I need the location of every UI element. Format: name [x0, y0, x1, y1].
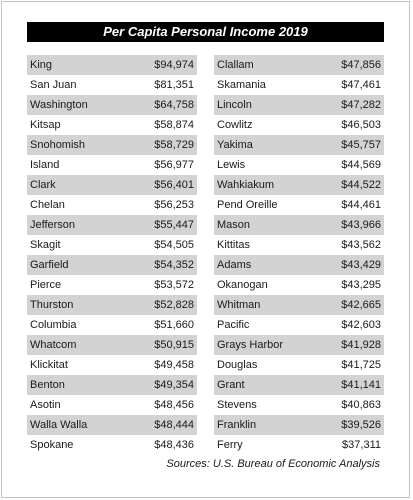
income-value: $47,461 [341, 79, 381, 91]
table-row [27, 215, 197, 235]
table-row [214, 335, 384, 355]
county-name: Asotin [30, 399, 61, 411]
county-name: San Juan [30, 79, 77, 91]
table-row [27, 255, 197, 275]
table-row [214, 175, 384, 195]
county-name: Douglas [217, 359, 258, 371]
table-row [214, 215, 384, 235]
income-value: $52,828 [154, 299, 194, 311]
table-row [214, 375, 384, 395]
table-row [214, 55, 384, 75]
table-row [27, 155, 197, 175]
table-row [214, 75, 384, 95]
county-name: Chelan [30, 199, 65, 211]
county-name: Kitsap [30, 119, 61, 131]
table-row [214, 295, 384, 315]
county-name: Klickitat [30, 359, 68, 371]
income-value: $37,311 [342, 439, 381, 451]
income-value: $44,461 [341, 199, 381, 211]
county-name: Grays Harbor [217, 339, 284, 351]
table-row [27, 235, 197, 255]
county-name: Whitman [217, 299, 261, 311]
table-row [214, 95, 384, 115]
county-name: Mason [217, 219, 251, 231]
income-value: $54,505 [154, 239, 194, 251]
table-row [27, 355, 197, 375]
income-value: $48,456 [154, 399, 194, 411]
county-name: Pierce [30, 279, 62, 291]
source-note: Sources: U.S. Bureau of Economic Analysis [166, 458, 380, 470]
county-name: Wahkiakum [217, 179, 275, 191]
income-value: $46,503 [341, 119, 381, 131]
income-value: $43,562 [341, 239, 381, 251]
table-title: Per Capita Personal Income 2019 [27, 22, 384, 42]
table-row [214, 235, 384, 255]
table-row [214, 275, 384, 295]
table-row [27, 275, 197, 295]
county-name: Ferry [217, 439, 243, 451]
county-name: Pacific [217, 319, 250, 331]
income-value: $44,569 [341, 159, 381, 171]
table-row [214, 355, 384, 375]
county-name: Whatcom [30, 339, 77, 351]
right-column [214, 55, 384, 455]
county-name: Clark [30, 179, 56, 191]
income-value: $48,436 [154, 439, 194, 451]
table-row [214, 195, 384, 215]
income-value: $58,729 [154, 139, 194, 151]
table-row [214, 415, 384, 435]
income-value: $51,660 [154, 319, 194, 331]
income-value: $55,447 [154, 219, 194, 231]
table-row [27, 115, 197, 135]
county-name: Walla Walla [30, 419, 88, 431]
income-value: $56,401 [154, 179, 194, 191]
income-value: $53,572 [154, 279, 194, 291]
county-name: Skagit [30, 239, 61, 251]
county-name: Okanogan [217, 279, 268, 291]
county-name: Thurston [30, 299, 74, 311]
county-name: Kittitas [217, 239, 251, 251]
county-name: Washington [30, 99, 88, 111]
table-row [214, 115, 384, 135]
table-row [27, 335, 197, 355]
table-row [27, 55, 197, 75]
income-value: $49,354 [154, 379, 194, 391]
table-row [214, 135, 384, 155]
county-name: Adams [217, 259, 252, 271]
income-value: $43,966 [341, 219, 381, 231]
county-name: Columbia [30, 319, 77, 331]
table-row [214, 395, 384, 415]
county-name: Skamania [217, 79, 266, 91]
county-name: Pend Oreille [217, 199, 278, 211]
income-value: $44,522 [341, 179, 381, 191]
income-value: $50,915 [154, 339, 194, 351]
county-name: Lewis [217, 159, 246, 171]
income-value: $81,351 [154, 79, 194, 91]
table-row [27, 95, 197, 115]
county-name: Snohomish [30, 139, 86, 151]
income-value: $41,141 [341, 379, 381, 391]
income-value: $94,974 [154, 59, 194, 71]
table-row [27, 295, 197, 315]
table-row [27, 195, 197, 215]
table-row [27, 435, 197, 455]
income-value: $45,757 [341, 139, 381, 151]
table-row [27, 395, 197, 415]
income-value: $48,444 [154, 419, 194, 431]
county-name: Grant [217, 379, 245, 391]
table-row [27, 415, 197, 435]
income-value: $41,725 [341, 359, 381, 371]
income-value: $58,874 [154, 119, 194, 131]
county-name: Benton [30, 379, 65, 391]
county-name: Cowlitz [217, 119, 253, 131]
income-value: $39,526 [341, 419, 381, 431]
income-value: $56,977 [154, 159, 194, 171]
income-value: $43,295 [341, 279, 381, 291]
table-row [27, 135, 197, 155]
income-value: $54,352 [154, 259, 194, 271]
table-row [214, 255, 384, 275]
table-row [214, 155, 384, 175]
income-value: $42,665 [341, 299, 381, 311]
county-name: King [30, 59, 53, 71]
table-row [27, 375, 197, 395]
county-name: Spokane [30, 439, 74, 451]
income-value: $47,282 [341, 99, 381, 111]
income-value: $42,603 [341, 319, 381, 331]
income-value: $56,253 [154, 199, 194, 211]
income-value: $43,429 [341, 259, 381, 271]
table-row [214, 435, 384, 455]
county-name: Jefferson [30, 219, 76, 231]
income-value: $49,458 [154, 359, 194, 371]
table-row [214, 315, 384, 335]
income-value: $40,863 [341, 399, 381, 411]
table-row [27, 175, 197, 195]
table-row [27, 75, 197, 95]
income-value: $41,928 [341, 339, 381, 351]
income-value: $64,758 [154, 99, 194, 111]
county-name: Lincoln [217, 99, 252, 111]
county-name: Stevens [217, 399, 257, 411]
county-name: Garfield [30, 259, 69, 271]
county-name: Yakima [217, 139, 253, 151]
left-column [27, 55, 197, 455]
income-value: $47,856 [341, 59, 381, 71]
table-row [27, 315, 197, 335]
county-name: Island [30, 159, 60, 171]
county-name: Clallam [217, 59, 254, 71]
county-name: Franklin [217, 419, 257, 431]
